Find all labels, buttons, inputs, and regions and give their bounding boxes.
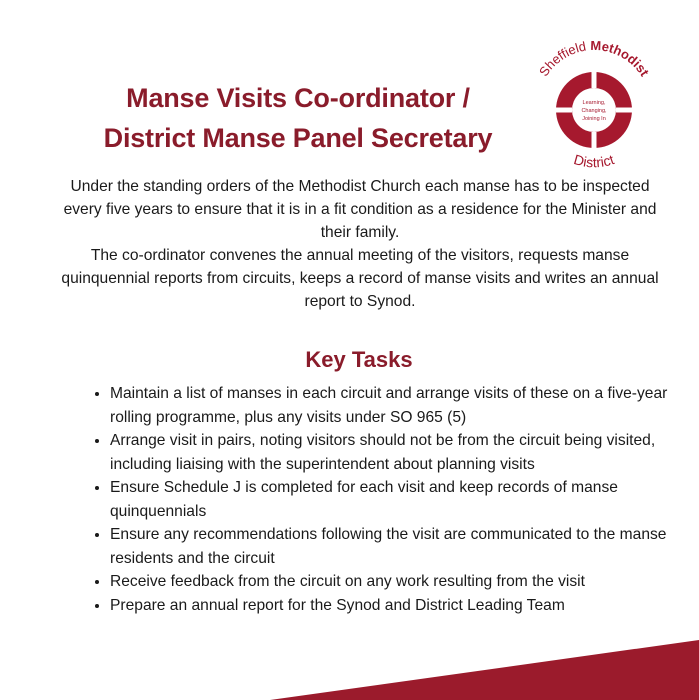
list-item: • Arrange visit in pairs, noting visitors should not be from the circuit being visited, including liaising with the superintendent about planning visits <box>110 429 670 476</box>
page-title <box>98 78 498 158</box>
logo-inner-line-1: Learning, <box>582 100 606 106</box>
logo-inner-line-3: Joining In <box>582 116 606 122</box>
list-item: • Prepare an annual report for the Synod and District Leading Team <box>110 594 670 618</box>
intro-paragraph-1: Under the standing orders of the Methodist Church each manse has to be inspected every five years to ensure that it is in a fit condition as a residence for the Minister and their family. <box>63 178 657 241</box>
footer-band <box>0 640 699 700</box>
key-tasks-heading: Key Tasks <box>305 347 413 373</box>
intro-paragraph-2: The co-ordinator convenes the annual meeting of the visitors, requests manse quinquennial reports from circuits, keeps a record of manse visits and writes an annual report to Synod. <box>61 247 659 310</box>
logo-top-text-part2: Methodist <box>590 37 653 79</box>
key-tasks-list <box>88 382 670 617</box>
logo-bottom-text: District <box>572 151 616 171</box>
list-item: • Ensure any recommendations following the visit are communicated to the manse residents and the circuit <box>110 523 670 570</box>
list-item: • Ensure Schedule J is completed for each visit and keep records of manse quinquennials <box>110 476 670 523</box>
sheffield-methodist-district-logo <box>524 36 664 176</box>
page-title-line-1: Manse Visits Co-ordinator / <box>126 83 470 114</box>
intro-text <box>60 175 660 313</box>
list-item: • Maintain a list of manses in each circuit and arrange visits of these on a five-year rolling programme, plus any visits under SO 965 (5) <box>110 382 670 429</box>
logo-inner-line-2: Changing, <box>581 108 607 114</box>
logo-top-text-part1: Sheffield <box>535 38 591 79</box>
page-title-line-2: District Manse Panel Secretary <box>103 123 493 154</box>
list-item: • Receive feedback from the circuit on any work resulting from the visit <box>110 570 670 594</box>
